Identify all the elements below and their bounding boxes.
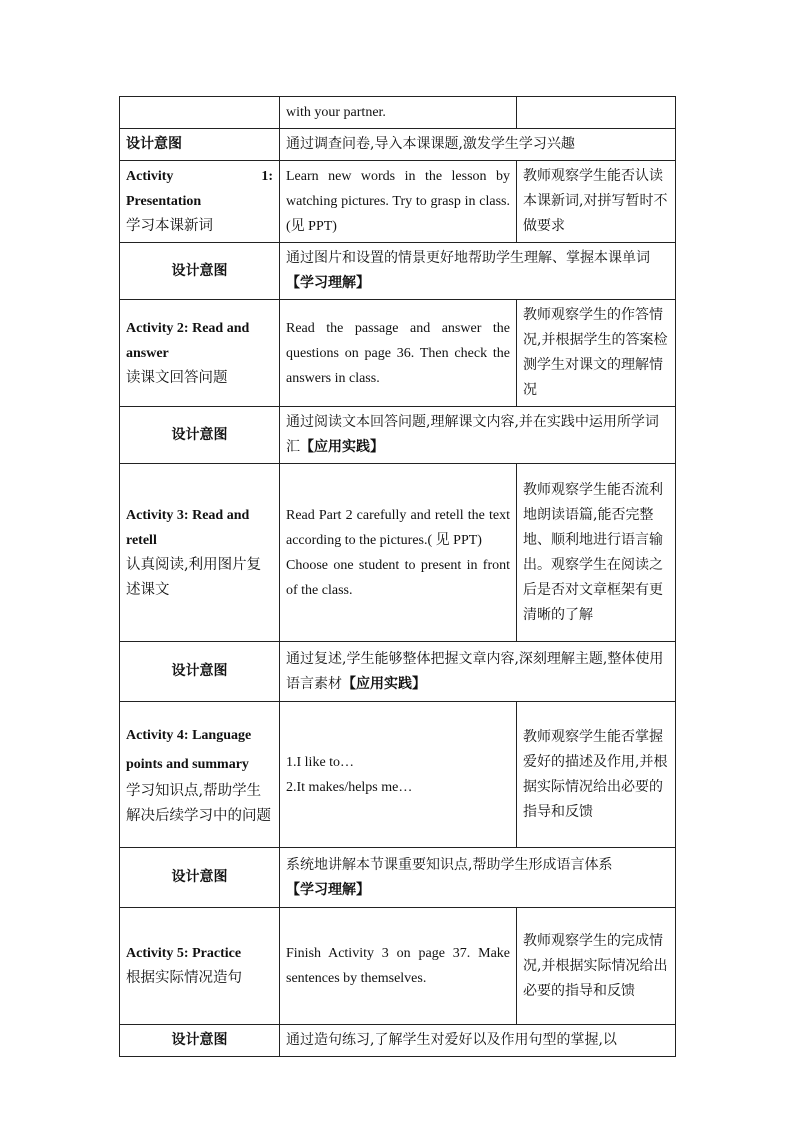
table-row [120,908,676,1025]
design-intent-text [280,848,676,908]
activity-title-cell [120,464,280,642]
table-row [120,243,676,300]
table-row [120,642,676,702]
activity-number: 1: [261,169,273,184]
table-row [120,702,676,848]
lesson-plan-table [119,96,676,1057]
activity-content [280,464,517,642]
activity-title-zh: 根据实际情况造句 [126,970,242,986]
table-row [120,97,676,129]
table-row [120,464,676,642]
table-row [120,129,676,161]
activity-title-en: Activity 5: Practice [126,946,242,961]
table-cell: with your partner. [280,97,517,129]
activity-title-zh: 读课文回答问题 [126,369,228,386]
design-intent-body: 通过图片和设置的情景更好地帮助学生理解、掌握本课单词 [286,250,650,266]
row-label: 设计意图 [120,1025,280,1057]
row-label: 设计意图 [120,243,280,300]
design-intent-tag: 【学习理解】 [286,881,370,898]
design-intent-body: 系统地讲解本节课重要知识点,帮助学生形成语言体系 [286,856,613,873]
activity-content: Read the passage and answer the questions on page 36. Then check the answers in class. [280,300,517,407]
activity-content [280,702,517,848]
activity-title-cell [120,300,280,407]
design-intent-tag: 【学习理解】 [286,275,370,291]
content-line: 1.I like to… [286,754,355,770]
activity-content: Learn new words in the lesson by watching pictures. Try to grasp in class.(见 PPT) [280,161,517,243]
activity-title-zh: 学习知识点,帮助学生解决后续学习中的问题 [126,782,271,824]
design-intent-text [280,642,676,702]
design-intent-body: 通过复述,学生能够整体把握文章内容,深刻理解主题,整体使用语言素材 [286,650,664,692]
activity-content: Finish Activity 3 on page 37. Make sentences by themselves. [280,908,517,1025]
table-row [120,407,676,464]
table-row [120,848,676,908]
content-line: Choose one student to present in front of the class. [286,557,510,598]
activity-assessment: 教师观察学生能否流利地朗读语篇,能否完整地、顺利地进行语言输出。观察学生在阅读之后是否对文章框架有更清晰的了解 [517,464,676,642]
activity-title-zh: 学习本课新词 [126,218,213,234]
activity-title-zh: 认真阅读,利用图片复述课文 [126,556,262,598]
row-label: 设计意图 [120,129,280,161]
row-label: 设计意图 [120,848,280,908]
activity-assessment: 教师观察学生能否掌握爱好的描述及作用,并根据实际情况给出必要的指导和反馈 [517,702,676,848]
activity-title-cell [120,161,280,243]
activity-word: Activity [126,169,174,184]
design-intent-text [280,407,676,464]
activity-assessment: 教师观察学生能否认读本课新词,对拼写暂时不做要求 [517,161,676,243]
content-line: Read Part 2 carefully and retell the text according to the pictures.( 见 PPT) [286,507,510,548]
row-label: 设计意图 [120,407,280,464]
design-intent-text: 通过调查问卷,导入本课课题,激发学生学习兴趣 [280,129,676,161]
table-row [120,161,676,243]
activity-title-en: Activity 3: Read and retell [126,507,250,548]
activity-title-en-2: Presentation [126,194,202,209]
design-intent-text [280,243,676,300]
content-line: 2.It makes/helps me… [286,779,413,795]
activity-title-en [126,164,273,189]
activity-assessment: 教师观察学生的完成情况,并根据实际情况给出必要的指导和反馈 [517,908,676,1025]
table-row [120,300,676,407]
activity-title-cell [120,702,280,848]
row-label: 设计意图 [120,642,280,702]
activity-assessment: 教师观察学生的作答情况,并根据学生的答案检测学生对课文的理解情况 [517,300,676,407]
design-intent-tag: 【应用实践】 [300,439,384,455]
design-intent-body: 通过阅读文本回答问题,理解课文内容,并在实践中运用所学词汇 [286,414,659,455]
activity-title-en: Activity 4: Language points and summary [126,727,252,772]
design-intent-text: 通过造句练习,了解学生对爱好以及作用句型的掌握,以 [280,1025,676,1057]
table-cell [120,97,280,129]
activity-title-en: Activity 2: Read and answer [126,320,250,361]
activity-title-cell [120,908,280,1025]
design-intent-tag: 【应用实践】 [342,675,426,692]
table-cell [517,97,676,129]
table-row [120,1025,676,1057]
